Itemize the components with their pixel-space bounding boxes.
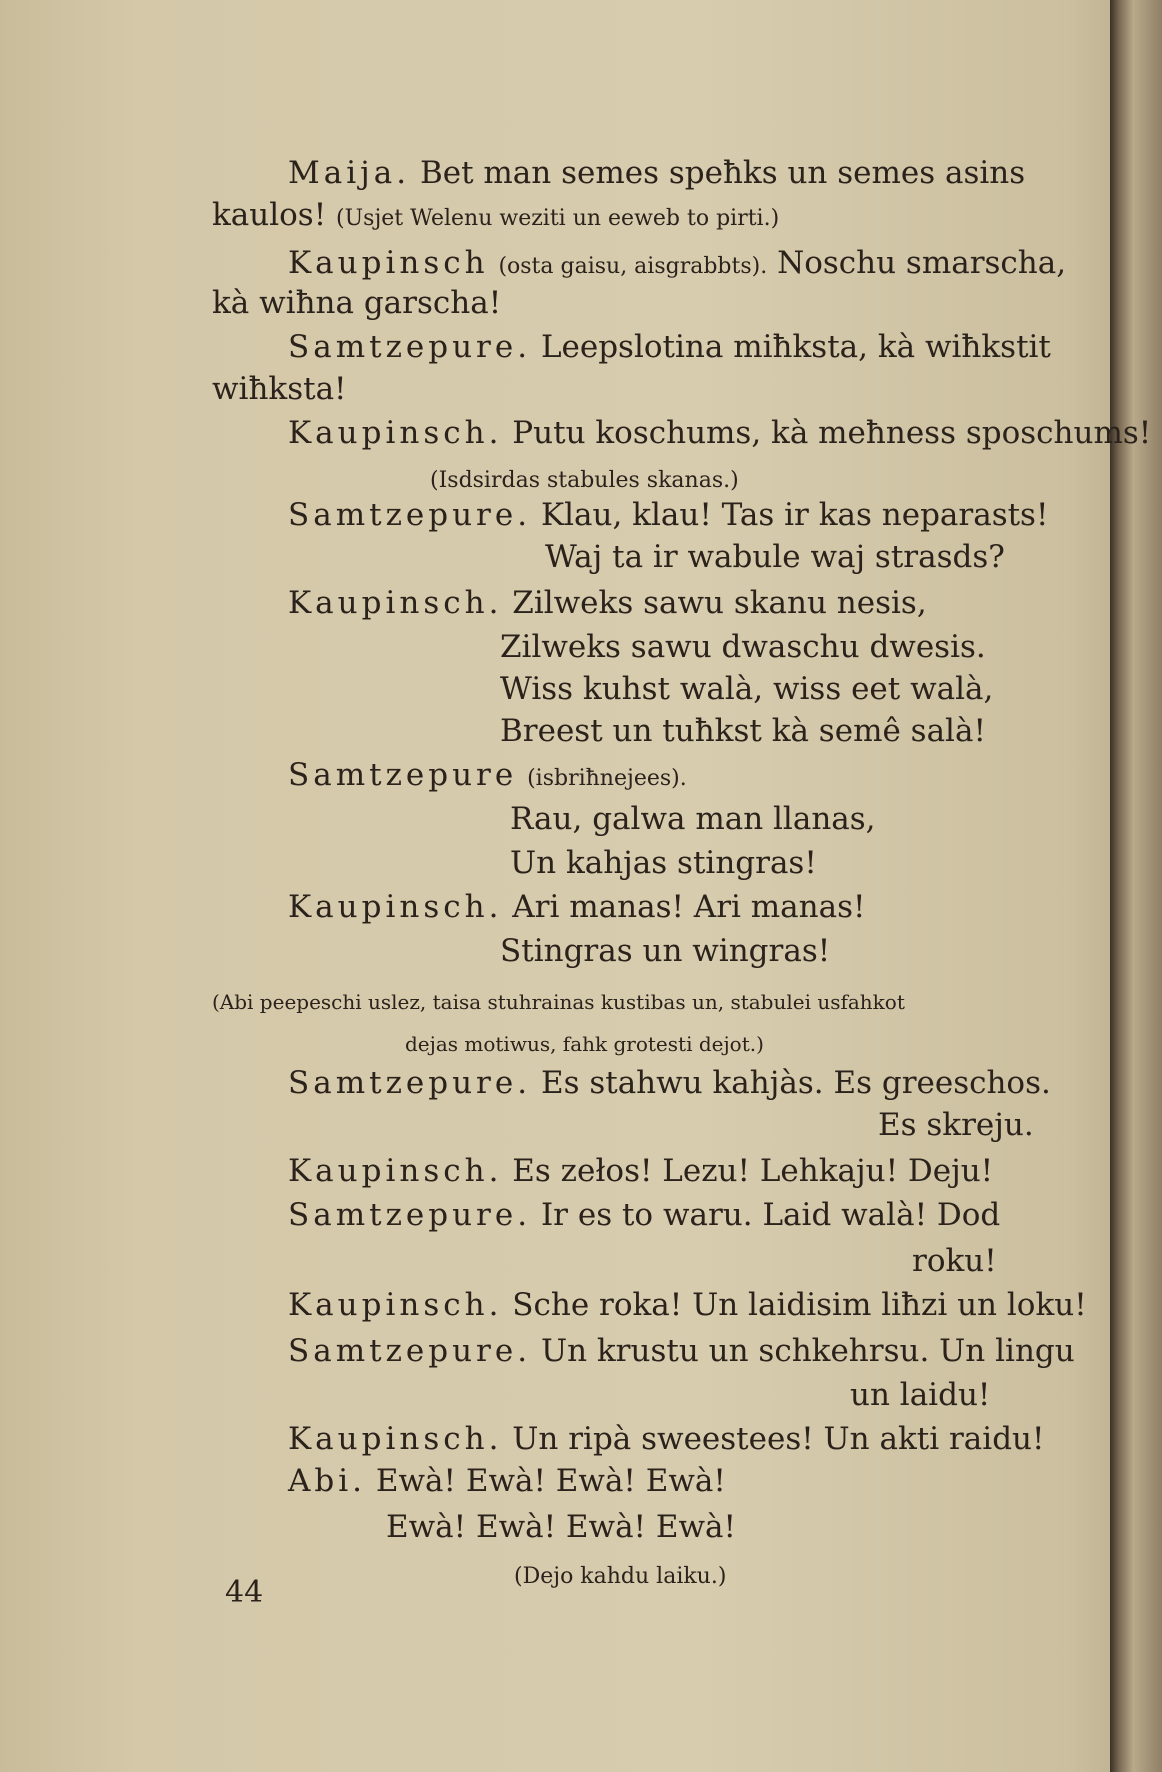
dialogue: Putu koschums, kà meħness sposchums! xyxy=(512,415,1152,451)
text-line xyxy=(288,245,1067,281)
text-line xyxy=(500,933,831,969)
text-line xyxy=(212,371,347,407)
dialogue: Ari manas! Ari manas! xyxy=(512,889,866,925)
text-line xyxy=(288,329,1051,365)
text-line xyxy=(288,1153,994,1189)
text-line xyxy=(288,1463,726,1499)
page-number: 44 xyxy=(225,1575,264,1610)
dialogue: Zilweks sawu skanu nesis, xyxy=(512,585,927,621)
speaker-name: Maija. xyxy=(288,155,411,191)
text-line xyxy=(545,539,1005,575)
dialogue: Stingras un wingras! xyxy=(500,933,831,969)
text-line xyxy=(288,1333,1075,1369)
text-line xyxy=(850,1377,991,1413)
dialogue: Ir es to waru. xyxy=(540,1197,753,1233)
text-line xyxy=(288,497,1049,533)
speaker-name: Samtzepure. xyxy=(288,1333,532,1369)
speaker-name: Samtzepure. xyxy=(288,1197,532,1233)
dialogue: Wiss kuhst walà, wiss eet walà, xyxy=(500,671,994,707)
text-line xyxy=(510,845,817,881)
text-line xyxy=(500,629,986,665)
dialogue: kà wiħna garscha! xyxy=(212,285,502,321)
dialogue: Breest un tuħkst kà semê salà! xyxy=(500,713,986,749)
dialogue: Es stahwu kahjàs. xyxy=(540,1065,824,1101)
dialogue: Ewà! Ewà! Ewà! Ewà! xyxy=(386,1509,736,1545)
dialogue: Leepslotina miħksta, kà wiħkstit xyxy=(540,329,1051,365)
stage-direction: (Isdsirdas stabules skanas.) xyxy=(430,468,739,493)
text-line xyxy=(405,1026,764,1057)
speaker-name: Kaupinsch. xyxy=(288,1421,503,1457)
stage-direction: dejas motiwus, fahk grotesti dejot.) xyxy=(405,1032,764,1056)
text-line xyxy=(500,671,994,707)
text-line xyxy=(212,984,905,1015)
dialogue: kaulos! xyxy=(212,197,327,233)
text-line xyxy=(878,1107,1034,1143)
text-line xyxy=(288,889,866,925)
dialogue: Es zełos! Lezu! Lehkaju! Deju! xyxy=(512,1153,994,1189)
stage-direction: (Abi peepeschi uslez, taisa stuhrainas kustibas un, stabulei usfahkot xyxy=(212,990,905,1014)
dialogue: Un kahjas stingras! xyxy=(510,845,817,881)
text-line xyxy=(912,1243,997,1279)
dialogue: Waj ta ir wabule waj strasds? xyxy=(545,539,1005,575)
dialogue: Klau, klau! Tas ir kas neparasts! xyxy=(540,497,1049,533)
dialogue: un laidu! xyxy=(850,1377,991,1413)
speaker-name: Kaupinsch. xyxy=(288,889,503,925)
dialogue: Un lingu xyxy=(939,1333,1075,1369)
speaker-name: Samtzepure. xyxy=(288,329,532,365)
text-line xyxy=(288,1197,1001,1233)
text-line xyxy=(288,585,927,621)
dialogue: Bet man semes speħks un semes asins xyxy=(419,155,1026,191)
dialogue: Rau, galwa man llanas, xyxy=(510,801,876,837)
text-line xyxy=(288,155,1026,191)
dialogue: Es skreju. xyxy=(878,1107,1034,1143)
speaker-name: Kaupinsch. xyxy=(288,1153,503,1189)
stage-direction: (Usjet Welenu weziti un eeweb to pirti.) xyxy=(336,206,780,231)
dialogue: Noschu smarscha, xyxy=(777,245,1067,281)
text-line xyxy=(288,1287,1087,1323)
text-line xyxy=(514,1558,726,1589)
text-line xyxy=(500,713,986,749)
speaker-name: Abi. xyxy=(288,1463,366,1499)
dialogue: wiħksta! xyxy=(212,371,347,407)
speaker-name: Kaupinsch xyxy=(288,245,489,281)
text-line xyxy=(212,197,780,233)
dialogue: Ewà! Ewà! Ewà! Ewà! xyxy=(375,1463,726,1499)
stage-direction: (isbriħnejees). xyxy=(527,766,687,791)
dialogue: Sche roka! Un laidisim liħzi un loku! xyxy=(512,1287,1087,1323)
speaker-name: Samtzepure. xyxy=(288,1065,532,1101)
text-line xyxy=(288,1065,1051,1101)
dialogue: Un krustu un schkehrsu. xyxy=(540,1333,930,1369)
dialogue: Un ripà sweestees! Un akti raidu! xyxy=(512,1421,1045,1457)
stage-direction: (osta gaisu, aisgrabbts). xyxy=(498,254,768,279)
text-line xyxy=(386,1509,736,1545)
speaker-name: Samtzepure xyxy=(288,757,518,793)
text-line xyxy=(212,285,502,321)
dialogue: Es greeschos. xyxy=(833,1065,1051,1101)
speaker-name: Kaupinsch. xyxy=(288,1287,503,1323)
text-line xyxy=(430,462,739,493)
text-line xyxy=(510,801,876,837)
text-line xyxy=(288,1421,1045,1457)
dialogue: Laid walà! Dod xyxy=(762,1197,1001,1233)
stage-direction: (Dejo kahdu laiku.) xyxy=(514,1564,727,1589)
text-line xyxy=(288,415,1152,451)
speaker-name: Kaupinsch. xyxy=(288,585,503,621)
book-spine-shadow xyxy=(1110,0,1162,1772)
dialogue: Zilweks sawu dwaschu dwesis. xyxy=(500,629,986,665)
dialogue: roku! xyxy=(912,1243,997,1279)
speaker-name: Kaupinsch. xyxy=(288,415,503,451)
text-line xyxy=(288,757,687,793)
speaker-name: Samtzepure. xyxy=(288,497,532,533)
